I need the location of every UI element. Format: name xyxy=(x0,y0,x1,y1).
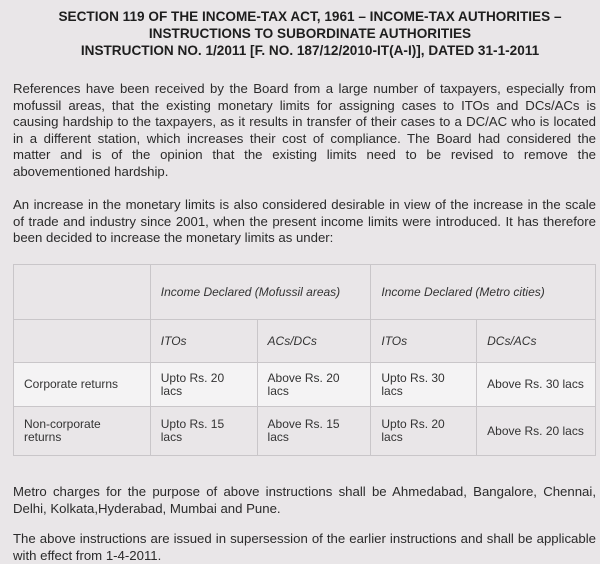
paragraph-references: References have been received by the Board from a large number of taxpayers, especially from mofussil areas, that the existing monetary limits for assigning cases to ITOs and DCs/ACs is causing hardship to the taxpayers, as it results in transfer of their cases to a DC/AC who is located in a different station, which increases their cost of compliance. The Board had considered the matter and is of the opinion that the existing limits need to be revised to remove the abovementioned hardship. xyxy=(13,81,596,179)
cell-metro-dc: Above Rs. 20 lacs xyxy=(477,407,596,456)
cell-mofussil-ac: Above Rs. 15 lacs xyxy=(257,407,371,456)
paragraph-increase: An increase in the monetary limits is also considered desirable in view of the increase in the scale of trade and industry since 2001, when the present income limits were introduced. It has therefore been decided to increase the monetary limits as under: xyxy=(13,197,596,245)
paragraph-metro-charges: Metro charges for the purpose of above instructions shall be Ahmedabad, Bangalore, Chennai, Delhi, Kolkata,Hyderabad, Mumbai and Pune. xyxy=(13,484,596,516)
cell-metro-ito: Upto Rs. 20 lacs xyxy=(371,407,477,456)
table-subheader-row xyxy=(14,320,596,363)
table-blank-cell xyxy=(14,320,151,363)
table-corner-cell xyxy=(14,265,151,320)
table-group-header-row xyxy=(14,265,596,320)
cell-mofussil-ito: Upto Rs. 15 lacs xyxy=(150,407,257,456)
row-label: Non-corporate returns xyxy=(14,407,151,456)
group-header-mofussil: Income Declared (Mofussil areas) xyxy=(150,265,371,320)
row-label: Corporate returns xyxy=(14,363,151,407)
heading-line-1: SECTION 119 OF THE INCOME-TAX ACT, 1961 – INCOME-TAX AUTHORITIES – xyxy=(58,9,562,24)
group-header-metro: Income Declared (Metro cities) xyxy=(371,265,596,320)
heading-line-3: INSTRUCTION NO. 1/2011 [F. NO. 187/12/2010-IT(A-I)], DATED 31-1-2011 xyxy=(80,43,540,58)
cell-mofussil-ito: Upto Rs. 20 lacs xyxy=(150,363,257,407)
subheader-mofussil-itos: ITOs xyxy=(150,320,257,363)
table-row xyxy=(14,407,596,456)
cell-metro-ito: Upto Rs. 30 lacs xyxy=(371,363,477,407)
cell-mofussil-ac: Above Rs. 20 lacs xyxy=(257,363,371,407)
heading-line-2: INSTRUCTIONS TO SUBORDINATE AUTHORITIES xyxy=(148,26,472,41)
monetary-limits-table xyxy=(13,264,596,456)
subheader-metro-itos: ITOs xyxy=(371,320,477,363)
subheader-metro-dcs-acs: DCs/ACs xyxy=(477,320,596,363)
cell-metro-dc: Above Rs. 30 lacs xyxy=(477,363,596,407)
paragraph-effective-date: The above instructions are issued in supersession of the earlier instructions and shall be applicable with effect from 1-4-2011. xyxy=(13,531,596,563)
table-row xyxy=(14,363,596,407)
subheader-mofussil-acs-dcs: ACs/DCs xyxy=(257,320,371,363)
document-heading xyxy=(30,8,590,59)
